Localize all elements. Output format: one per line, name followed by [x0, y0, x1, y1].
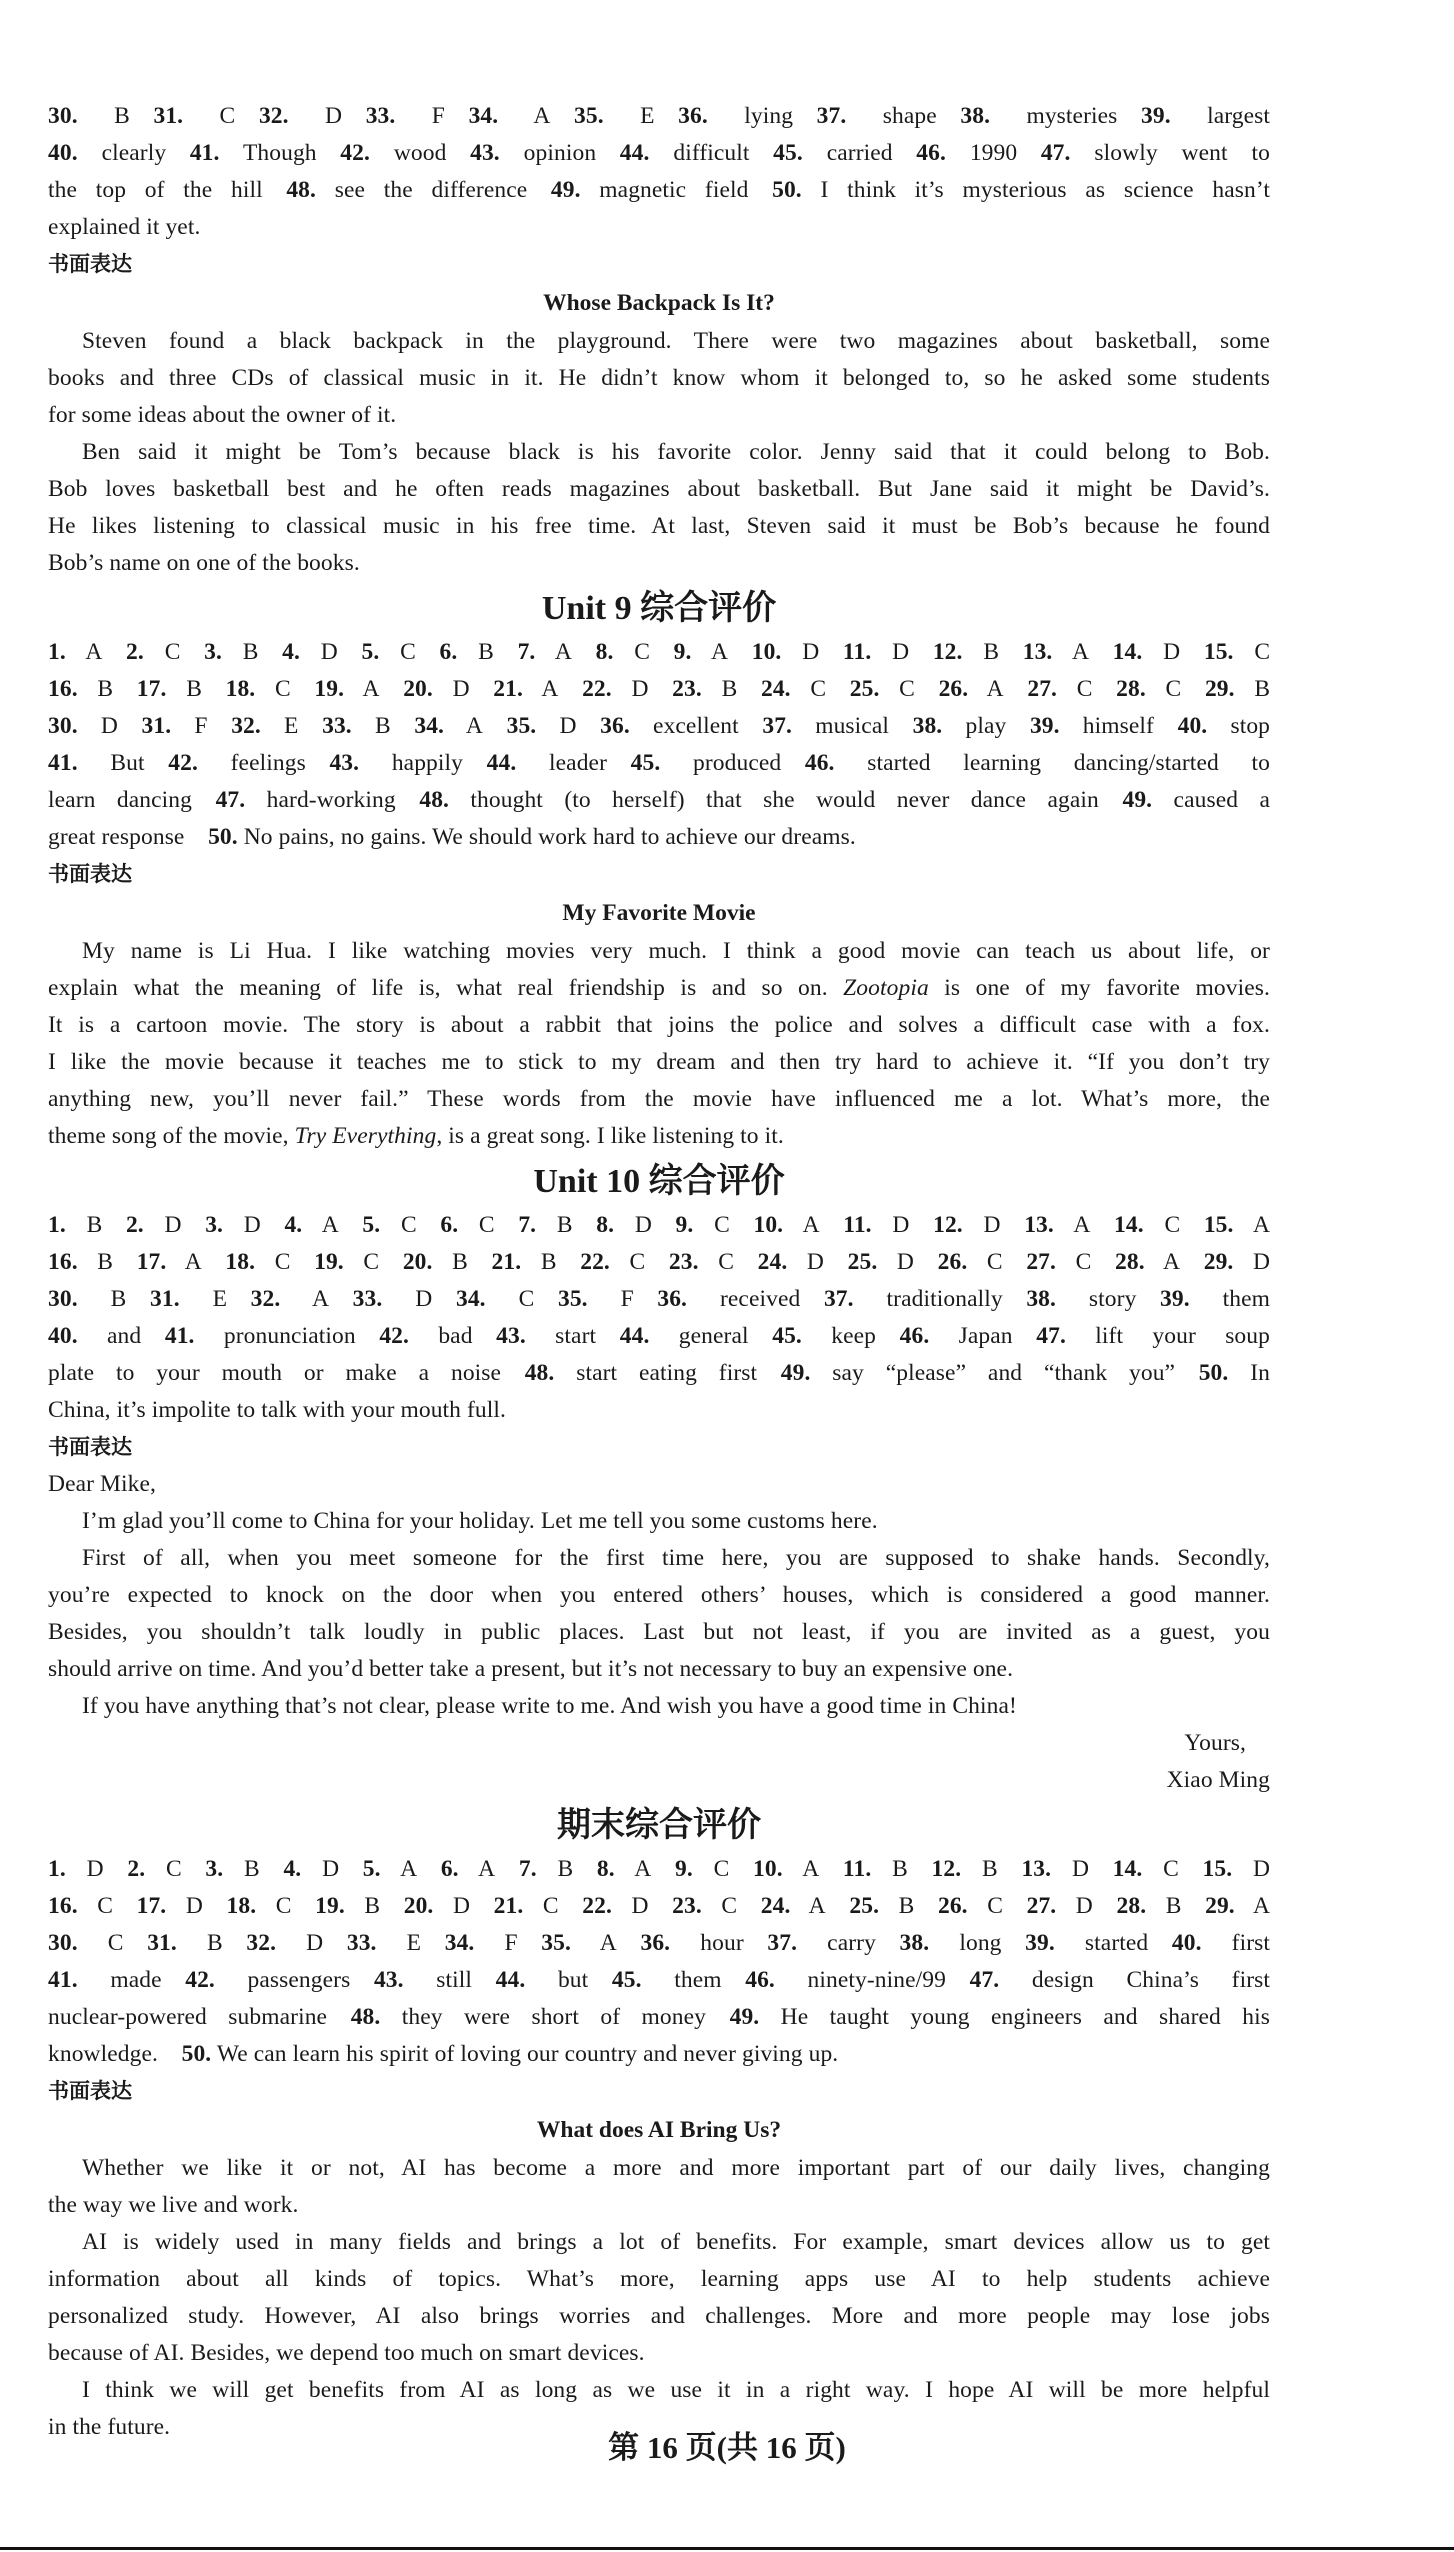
- answer-item: 47. slowly went to: [1040, 140, 1270, 166]
- answer-item: 50. We can learn his spirit of loving our country and never giving up.: [181, 2041, 839, 2067]
- essay-line: He likes listening to classical music in his free time. At last, Steven said it must be Bob’s because he found: [48, 513, 1270, 539]
- answer-item: 21. C: [493, 1893, 559, 1919]
- answer-item: 36. received: [657, 1286, 801, 1312]
- answer-item: 48. they were short of money: [350, 2004, 706, 2030]
- essay-line: for some ideas about the owner of it.: [48, 402, 397, 428]
- answer-line: [48, 135, 1270, 172]
- answer-item: 5. A: [362, 1856, 418, 1882]
- answer-item: 35. F: [557, 1286, 634, 1312]
- answer-line: [48, 1962, 1270, 1999]
- answer-item: 43. opinion: [470, 140, 597, 166]
- answer-item: 4. D: [282, 639, 338, 665]
- answer-item: 18. C: [225, 676, 291, 702]
- answer-item: 24. A: [760, 1893, 826, 1919]
- answer-item: 33. D: [352, 1286, 433, 1312]
- answer-item: 31. C: [153, 103, 236, 129]
- answer-item: 15. D: [1202, 1856, 1271, 1882]
- answer-item: 13. A: [1022, 639, 1090, 665]
- answer-item: 46. started learning dancing/started to: [804, 750, 1270, 776]
- answer-item: 30. C: [48, 1930, 124, 1956]
- essay-line: I think we will get benefits from AI as long as we use it in a right way. I hope AI will be more helpful: [82, 2377, 1270, 2403]
- answer-item: 11. D: [843, 1212, 910, 1238]
- answer-item: 28. A: [1115, 1249, 1181, 1275]
- answer-item: 19. A: [314, 676, 380, 702]
- answer-item: 32. D: [246, 1930, 324, 1956]
- answer-line: [48, 1318, 1270, 1355]
- answer-item: 8. A: [596, 1856, 652, 1882]
- essay-line: AI is widely used in many fields and brings a lot of benefits. For example, smart devices allow us to get: [82, 2229, 1270, 2255]
- answer-item: 21. A: [493, 676, 559, 702]
- answer-item: 26. C: [937, 1893, 1003, 1919]
- answer-item: 43. happily: [329, 750, 464, 776]
- answer-line: [48, 2036, 1270, 2073]
- answer-item: the top of the hill: [48, 177, 263, 203]
- answer-item: 33. B: [322, 713, 391, 739]
- answer-item: 29. D: [1203, 1249, 1271, 1275]
- answer-item: explained it yet.: [48, 214, 201, 240]
- answer-item: 43. start: [496, 1323, 597, 1349]
- answer-item: 19. C: [314, 1249, 380, 1275]
- answer-item: 25. D: [847, 1249, 915, 1275]
- essay-line: because of AI. Besides, we depend too much on smart devices.: [48, 2340, 645, 2366]
- essay-line: It is a cartoon movie. The story is about a rabbit that joins the police and solves a difficult case with a fox.: [48, 1012, 1270, 1038]
- answer-line: [48, 782, 1270, 819]
- answer-item: 37. musical: [762, 713, 889, 739]
- answer-item: 41. But: [48, 750, 145, 776]
- answer-item: 31. F: [141, 713, 208, 739]
- answer-item: 41. pronunciation: [164, 1323, 356, 1349]
- answer-item: 38. mysteries: [960, 103, 1118, 129]
- answer-item: 22. C: [580, 1249, 646, 1275]
- essay-line: First of all, when you meet someone for the first time here, you are supposed to shake hands. Secondly,: [82, 1545, 1270, 1571]
- answer-item: 6. B: [439, 639, 494, 665]
- bottom-rule: [0, 2547, 1454, 2550]
- answer-item: 10. D: [751, 639, 820, 665]
- answer-item: 30. D: [48, 713, 118, 739]
- answer-item: 6. A: [440, 1856, 496, 1882]
- answer-line: [48, 745, 1270, 782]
- answer-item: 38. long: [899, 1930, 1002, 1956]
- answer-line: [48, 1851, 1270, 1888]
- essay-line: should arrive on time. And you’d better take a present, but it’s not necessary to buy an expensive one.: [48, 1656, 1014, 1682]
- answer-item: 23. B: [672, 676, 738, 702]
- answer-item: 5. C: [362, 1212, 417, 1238]
- answer-item: 43. still: [373, 1967, 473, 1993]
- answer-item: 16. C: [48, 1893, 113, 1919]
- answer-item: China, it’s impolite to talk with your mouth full.: [48, 1397, 507, 1423]
- unit-heading: Unit 9 综合评价: [541, 590, 777, 627]
- answer-item: 36. hour: [640, 1930, 744, 1956]
- answer-line: [48, 1999, 1270, 2036]
- essay-line: Dear Mike,: [48, 1471, 157, 1497]
- answer-item: 40. clearly: [48, 140, 167, 166]
- answer-item: 30. B: [48, 103, 130, 129]
- answer-item: 42. passengers: [185, 1967, 351, 1993]
- answer-line: [48, 671, 1270, 708]
- answer-item: 12. B: [932, 639, 1000, 665]
- answer-item: 45. them: [611, 1967, 722, 1993]
- answer-item: 47. lift your soup: [1036, 1323, 1270, 1349]
- answer-item: 16. B: [48, 1249, 114, 1275]
- answer-line: [48, 1888, 1270, 1925]
- answer-item: 26. A: [938, 676, 1004, 702]
- answer-item: 41. Though: [189, 140, 317, 166]
- answer-item: 19. B: [315, 1893, 381, 1919]
- answer-item: 40. first: [1171, 1930, 1271, 1956]
- answer-item: 12. D: [933, 1212, 1001, 1238]
- answer-item: 10. A: [753, 1856, 820, 1882]
- answer-item: 35. E: [574, 103, 655, 129]
- answer-item: 33. E: [346, 1930, 422, 1956]
- answer-item: 29. A: [1205, 1893, 1271, 1919]
- answer-item: 7. B: [518, 1212, 573, 1238]
- essay-line: anything new, you’ll never fail.” These words from the movie have influenced me a lot. What’s more, the: [48, 1086, 1270, 1112]
- essay-line: If you have anything that’s not clear, please write to me. And wish you have a good time in China!: [82, 1693, 1017, 1719]
- answer-line: [48, 819, 1270, 856]
- answer-item: 20. D: [403, 676, 470, 702]
- answer-item: 50. No pains, no gains. We should work hard to achieve our dreams.: [208, 824, 856, 850]
- answer-item: 8. C: [595, 639, 651, 665]
- answer-item: 46. ninety-nine/99: [745, 1967, 946, 1993]
- answer-item: 17. D: [136, 1893, 203, 1919]
- answer-item: 23. C: [668, 1249, 735, 1275]
- answer-item: 9. C: [675, 1212, 730, 1238]
- essay-line: explain what the meaning of life is, what real friendship is and so on. Zootopia is one of my favorite movies.: [48, 975, 1270, 1001]
- answer-line: [48, 1392, 1270, 1429]
- answer-item: 15. C: [1203, 639, 1271, 665]
- answer-item: 49. He taught young engineers and shared his: [729, 2004, 1271, 2030]
- answer-item: 17. B: [136, 676, 202, 702]
- answer-item: 2. C: [126, 639, 181, 665]
- answer-item: 11. D: [842, 639, 910, 665]
- answer-key-page: [48, 98, 1270, 2446]
- essay-title: What does AI Bring Us?: [536, 2117, 782, 2143]
- answer-item: 34. A: [414, 713, 483, 739]
- answer-item: 45. produced: [630, 750, 782, 776]
- answer-line: [48, 209, 1270, 246]
- answer-item: 28. C: [1116, 676, 1182, 702]
- essay-title: My Favorite Movie: [562, 900, 756, 926]
- answer-item: learn dancing: [48, 787, 192, 813]
- answer-item: 18. C: [226, 1893, 292, 1919]
- answer-item: 32. D: [258, 103, 343, 129]
- answer-item: 40. and: [48, 1323, 142, 1349]
- answer-item: 49. caused a: [1122, 787, 1270, 813]
- answer-item: 15. A: [1203, 1212, 1271, 1238]
- answer-item: 45. carried: [773, 140, 893, 166]
- answer-item: 2. D: [125, 1212, 182, 1238]
- section-label: 书面表达: [48, 252, 132, 276]
- answer-item: 1. D: [48, 1856, 104, 1882]
- page-footer: 第 16 页(共 16 页): [608, 2430, 846, 2465]
- answer-item: 37. traditionally: [823, 1286, 1003, 1312]
- answer-item: 6. C: [440, 1212, 495, 1238]
- answer-item: 21. B: [491, 1249, 557, 1275]
- answer-item: 46. 1990: [916, 140, 1018, 166]
- answer-item: 7. A: [517, 639, 573, 665]
- answer-item: 27. C: [1027, 676, 1093, 702]
- answer-item: 39. started: [1025, 1930, 1149, 1956]
- answer-item: plate to your mouth or make a noise: [48, 1360, 502, 1386]
- answer-item: 39. them: [1160, 1286, 1271, 1312]
- unit-heading: 期末综合评价: [557, 1807, 761, 1844]
- essay-line: Besides, you shouldn’t talk loudly in public places. Last but not least, if you are invited as a guest, you: [48, 1619, 1270, 1645]
- essay-line: information about all kinds of topics. What’s more, learning apps use AI to help students achieve: [48, 2266, 1270, 2292]
- essay-line: I’m glad you’ll come to China for your holiday. Let me tell you some customs here.: [82, 1508, 878, 1534]
- answer-item: 2. C: [127, 1856, 182, 1882]
- answer-item: 22. D: [582, 676, 649, 702]
- answer-item: 42. wood: [340, 140, 447, 166]
- essay-line: books and three CDs of classical music in it. He didn’t know whom it belonged to, so he asked some students: [48, 365, 1270, 391]
- answer-item: 27. D: [1026, 1893, 1093, 1919]
- answer-item: 27. C: [1026, 1249, 1092, 1275]
- answer-item: great response: [48, 824, 185, 850]
- essay-line: Bob’s name on one of the books.: [48, 550, 360, 576]
- answer-item: 9. A: [673, 639, 729, 665]
- answer-item: 1. B: [48, 1212, 103, 1238]
- answer-item: 48. see the difference: [286, 177, 528, 203]
- answer-item: 39. largest: [1141, 103, 1271, 129]
- essay-line: Bob loves basketball best and he often reads magazines about basketball. But Jane said it might be David’s.: [48, 476, 1270, 502]
- answer-item: 33. F: [365, 103, 445, 129]
- answer-item: 3. B: [204, 639, 259, 665]
- answer-line: [48, 634, 1270, 671]
- essay-line: in the future.: [48, 2414, 171, 2440]
- answer-item: 34. A: [468, 103, 551, 129]
- answer-item: 24. C: [760, 676, 827, 702]
- answer-item: 12. B: [931, 1856, 998, 1882]
- answer-item: 49. say “please” and “thank you”: [780, 1360, 1176, 1386]
- answer-item: 46. Japan: [899, 1323, 1013, 1349]
- answer-item: 1. A: [48, 639, 103, 665]
- answer-line: [48, 1355, 1270, 1392]
- answer-item: 47. design China’s first: [969, 1967, 1270, 1993]
- answer-item: 38. play: [912, 713, 1007, 739]
- answer-line: [48, 1281, 1270, 1318]
- answer-item: 37. shape: [816, 103, 937, 129]
- answer-item: 7. B: [518, 1856, 574, 1882]
- essay-line: theme song of the movie, Try Everything, is a great song. I like listening to it.: [48, 1123, 784, 1149]
- essay-line: I like the movie because it teaches me to stick to my dream and then try hard to achieve it. “If you don’t try: [48, 1049, 1270, 1075]
- answer-item: 20. B: [402, 1249, 468, 1275]
- answer-item: 48. thought (to herself) that she would never dance again: [419, 787, 1099, 813]
- answer-item: 28. B: [1116, 1893, 1182, 1919]
- answer-item: 26. C: [937, 1249, 1003, 1275]
- answer-item: 44. general: [619, 1323, 749, 1349]
- essay-line: you’re expected to knock on the door when you entered others’ houses, which is considered a good manner.: [48, 1582, 1270, 1608]
- answer-item: 25. B: [849, 1893, 915, 1919]
- answer-item: 31. B: [147, 1930, 223, 1956]
- essay-line: Whether we like it or not, AI has become a more and more important part of our daily lives, changing: [82, 2155, 1270, 2181]
- answer-item: 48. start eating first: [524, 1360, 758, 1386]
- answer-item: 47. hard-working: [215, 787, 396, 813]
- answer-item: 3. D: [205, 1212, 261, 1238]
- answer-item: 39. himself: [1029, 713, 1154, 739]
- answer-item: 35. A: [541, 1930, 617, 1956]
- answer-item: 24. D: [757, 1249, 825, 1275]
- essay-line: Steven found a black backpack in the playground. There were two magazines about basketball, some: [82, 328, 1270, 354]
- answer-item: 34. C: [455, 1286, 535, 1312]
- answer-item: 30. B: [48, 1286, 127, 1312]
- answer-line: [48, 98, 1270, 135]
- answer-item: 50. In: [1198, 1360, 1270, 1386]
- answer-item: 14. C: [1112, 1856, 1179, 1882]
- answer-item: 42. bad: [379, 1323, 473, 1349]
- essay-line: personalized study. However, AI also brings worries and challenges. More and more people may lose jobs: [48, 2303, 1270, 2329]
- answer-item: 35. D: [506, 713, 577, 739]
- answer-item: nuclear-powered submarine: [48, 2004, 328, 2030]
- answer-item: 25. C: [849, 676, 915, 702]
- answer-item: 32. E: [231, 713, 299, 739]
- answer-item: knowledge.: [48, 2041, 158, 2067]
- answer-item: 4. D: [283, 1856, 340, 1882]
- answer-item: 50. I think it’s mysterious as science hasn’t: [772, 177, 1271, 203]
- answer-item: 13. D: [1021, 1856, 1090, 1882]
- answer-item: 40. stop: [1177, 713, 1271, 739]
- answer-item: 44. difficult: [619, 140, 750, 166]
- answer-item: 41. made: [48, 1967, 162, 1993]
- letter-signoff: Yours,: [1184, 1730, 1246, 1756]
- answer-item: 44. leader: [486, 750, 608, 776]
- answer-item: 29. B: [1204, 676, 1271, 702]
- answer-item: 44. but: [495, 1967, 589, 1993]
- section-label: 书面表达: [48, 2079, 132, 2103]
- answer-item: 38. story: [1026, 1286, 1137, 1312]
- answer-item: 13. A: [1024, 1212, 1091, 1238]
- answer-item: 16. B: [48, 676, 114, 702]
- answer-line: [48, 1925, 1270, 1962]
- answer-item: 32. A: [250, 1286, 330, 1312]
- answer-line: [48, 1244, 1270, 1281]
- answer-item: 3. B: [205, 1856, 260, 1882]
- answer-item: 18. C: [225, 1249, 291, 1275]
- answer-item: 5. C: [361, 639, 416, 665]
- answer-line: [48, 1207, 1270, 1244]
- answer-item: 10. A: [753, 1212, 820, 1238]
- section-label: 书面表达: [48, 862, 132, 886]
- section-label: 书面表达: [48, 1435, 132, 1459]
- answer-item: 14. D: [1112, 639, 1181, 665]
- letter-signoff: Xiao Ming: [1166, 1767, 1270, 1793]
- answer-item: 8. D: [596, 1212, 652, 1238]
- answer-item: 11. B: [842, 1856, 908, 1882]
- answer-item: 37. carry: [767, 1930, 876, 1956]
- answer-item: 20. D: [403, 1893, 471, 1919]
- answer-item: 23. C: [672, 1893, 738, 1919]
- essay-line: Ben said it might be Tom’s because black is his favorite color. Jenny said that it could belong to Bob.: [82, 439, 1270, 465]
- answer-item: 4. A: [284, 1212, 339, 1238]
- answer-item: 17. A: [136, 1249, 202, 1275]
- answer-item: 22. D: [582, 1893, 649, 1919]
- essay-line: My name is Li Hua. I like watching movies very much. I think a good movie can teach us about life, or: [82, 938, 1270, 964]
- unit-heading: Unit 10 综合评价: [533, 1163, 785, 1200]
- answer-item: 49. magnetic field: [550, 177, 749, 203]
- answer-item: 31. E: [150, 1286, 228, 1312]
- answer-item: 42. feelings: [168, 750, 306, 776]
- essay-title: Whose Backpack Is It?: [543, 290, 775, 316]
- answer-item: 9. C: [674, 1856, 730, 1882]
- answer-item: 45. keep: [772, 1323, 877, 1349]
- answer-line: [48, 172, 1270, 209]
- answer-line: [48, 708, 1270, 745]
- answer-item: 36. lying: [678, 103, 794, 129]
- answer-item: 34. F: [444, 1930, 518, 1956]
- essay-line: the way we live and work.: [48, 2192, 299, 2218]
- answer-item: 36. excellent: [600, 713, 739, 739]
- answer-item: 14. C: [1114, 1212, 1181, 1238]
